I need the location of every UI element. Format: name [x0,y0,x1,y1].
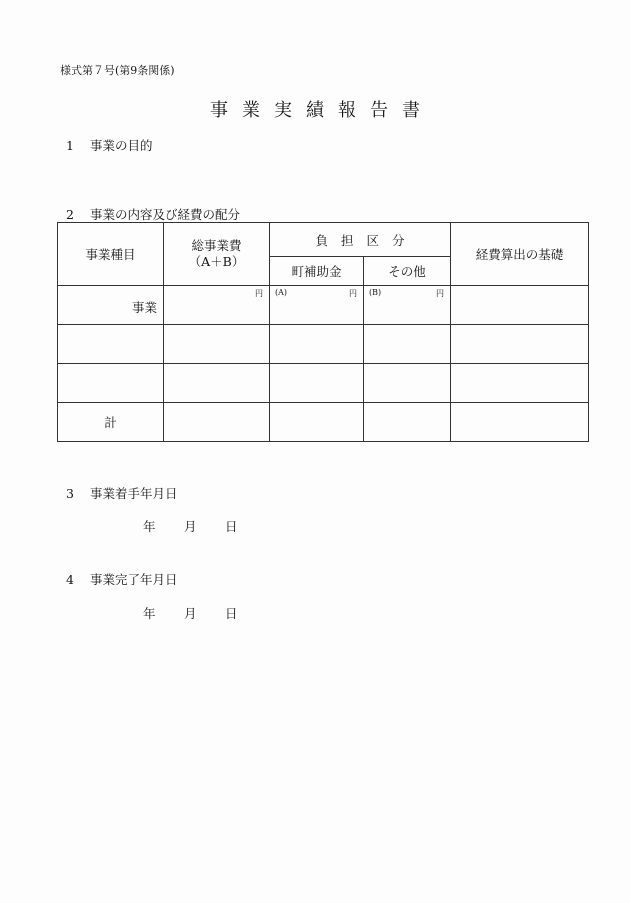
cell-cost-basis[interactable] [451,325,589,364]
section-2-heading [66,205,240,223]
cell-project-type[interactable] [58,286,164,325]
table-row [58,286,589,325]
section-1-heading [66,136,153,154]
header-total-cost-line1: 総事業費 [191,238,242,253]
cell-total-cost[interactable] [164,286,270,325]
header-other: その他 [364,257,451,286]
section-3-heading [66,484,178,502]
cell-town-subsidy[interactable] [270,286,364,325]
completion-date-field[interactable] [0,604,630,620]
header-burden-division-label: 負担区分 [315,232,418,248]
cell-other[interactable] [364,325,451,364]
yen-unit: 円 [436,289,445,298]
cell-town-subsidy[interactable] [270,403,364,442]
cell-cost-basis[interactable] [451,403,589,442]
month-label: 月 [184,606,197,621]
section-1-label: 事業の目的 [90,138,153,153]
day-label: 日 [225,606,238,621]
cell-other[interactable] [364,286,451,325]
month-label: 月 [184,519,197,534]
table-row [58,325,589,364]
yen-unit: 円 [255,289,263,298]
cell-project-type[interactable] [58,325,164,364]
day-label: 日 [225,519,238,534]
project-suffix-label: 事業 [131,300,157,315]
header-town-subsidy: 町補助金 [270,257,364,286]
cell-town-subsidy[interactable] [270,364,364,403]
section-1-number: 1 [66,138,74,153]
section-2-label: 事業の内容及び経費の配分 [90,207,241,222]
cell-total-cost[interactable] [164,364,270,403]
table-row [58,364,589,403]
section-4-number: 4 [66,572,74,587]
document-title: 事業実績報告書 [210,100,434,121]
mark-b: (B) [369,288,382,297]
year-label: 年 [143,606,156,621]
form-number: 様式第７号(第9条関係) [60,64,175,77]
budget-table [57,222,589,442]
header-project-type: 事業種目 [58,223,164,286]
mark-a: (A) [275,288,288,297]
section-4-heading [66,570,178,588]
header-total-cost [164,223,270,286]
cell-cost-basis[interactable] [451,286,589,325]
yen-unit: 円 [349,289,357,298]
header-total-cost-line2: （A＋B） [188,254,245,269]
cell-other[interactable] [364,364,451,403]
total-label: 計 [58,403,164,442]
year-label: 年 [143,519,156,534]
section-3-number: 3 [66,486,74,501]
section-3-label: 事業着手年月日 [90,486,178,501]
cell-cost-basis[interactable] [451,364,589,403]
cell-project-type[interactable] [58,364,164,403]
section-2-number: 2 [66,207,74,222]
table-total-row [58,403,589,442]
cell-total-cost[interactable] [164,403,270,442]
cell-other[interactable] [364,403,451,442]
start-date-field[interactable] [0,517,630,533]
header-cost-basis: 経費算出の基礎 [451,223,589,286]
header-burden-division [270,223,451,257]
cell-total-cost[interactable] [164,325,270,364]
cell-town-subsidy[interactable] [270,325,364,364]
section-4-label: 事業完了年月日 [90,572,178,587]
